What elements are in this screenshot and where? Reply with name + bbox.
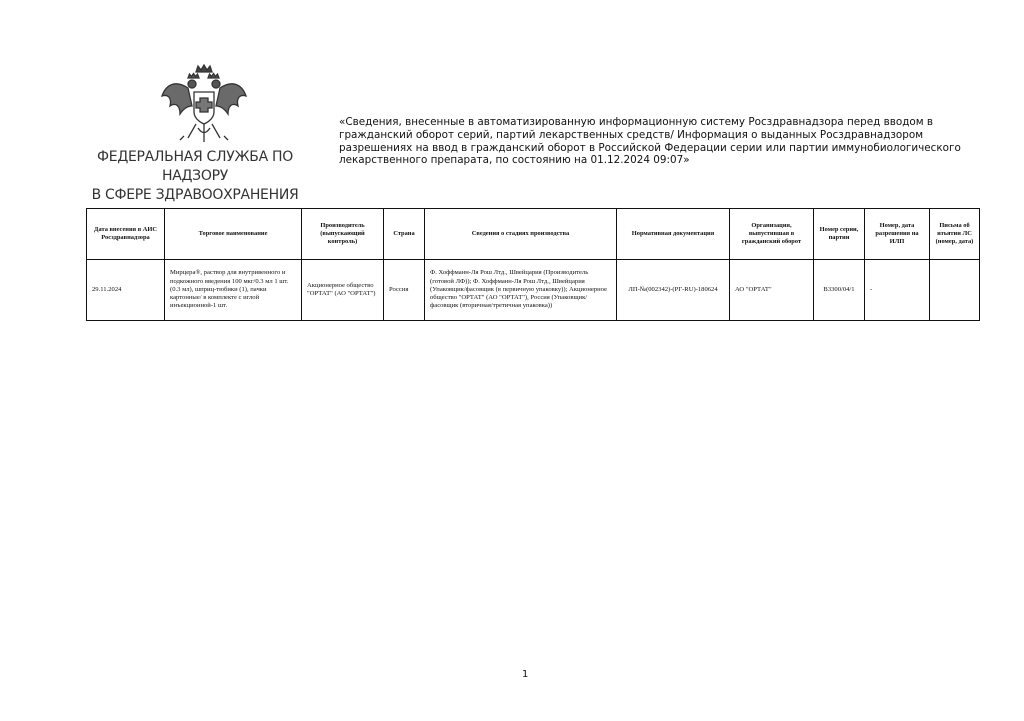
page-number: 1 xyxy=(522,669,529,680)
table-header-row xyxy=(87,209,980,260)
org-name xyxy=(82,148,308,205)
org-name-line1: ФЕДЕРАЛЬНАЯ СЛУЖБА ПО НАДЗОРУ xyxy=(97,149,293,184)
cell-date: 29.11.2024 xyxy=(87,260,165,321)
cell-country: Россия xyxy=(384,260,425,321)
column-header-manufacturer: Производитель (выпускающий контроль) xyxy=(302,209,384,260)
cell-organization: АО "ОРТАТ" xyxy=(730,260,814,321)
double-headed-eagle-emblem-icon xyxy=(158,62,250,148)
column-header-country: Страна xyxy=(384,209,425,260)
emblem xyxy=(158,62,250,148)
column-header-trade-name: Торговое наименование xyxy=(165,209,302,260)
column-header-batch: Номер серии, партии xyxy=(814,209,865,260)
cell-trade-name: Мирцера®, раствор для внутривенного и подкожного введения 100 мкг/0.3 мл 1 шт. (0.3 мл), шприц-тюбики (1), пачки картонные/ в комплекте с иглой инъекционной-1 шт. xyxy=(165,260,302,321)
org-name-line2: В СФЕРЕ ЗДРАВООХРАНЕНИЯ xyxy=(91,187,299,203)
cell-batch: B3300/04/1 xyxy=(814,260,865,321)
cell-manufacturer: Акционерное общество "ОРТАТ" (АО "ОРТАТ") xyxy=(302,260,384,321)
column-header-organization: Организация, выпустившая в гражданский оборот xyxy=(730,209,814,260)
column-header-stages: Сведения о стадиях производства xyxy=(425,209,617,260)
column-header-normative-doc: Нормативная документация xyxy=(617,209,730,260)
registry-table xyxy=(86,208,980,321)
column-header-withdrawal: Письма об изъятии ЛС (номер, дата) xyxy=(930,209,980,260)
cell-ilp-permit: - xyxy=(865,260,930,321)
column-header-date: Дата внесения в АИС Росздравнадзора xyxy=(87,209,165,260)
column-header-ilp-permit: Номер, дата разрешения на ИЛП xyxy=(865,209,930,260)
document-title: «Сведения, внесенные в автоматизированную информационную систему Росздравнадзора перед вводом в гражданский оборот серий, партий лекарственных средств/ Информация о выданных Росздравнадзором разрешениях на ввод в гражданский оборот в Российской Федерации серии или партии иммунобиологического лекарственного препарата, по состоянию на 01.12.2024 09:07» xyxy=(339,116,961,167)
cell-stages: Ф. Хоффманн-Ля Рош Лтд., Швейцария (Производитель (готовой ЛФ)); Ф. Хоффманн-Ля Рош Лтд., Швейцария (Упаковщик/фасовщик (в первичную упаковку)); Акционерное общество "ОРТАТ" (АО "ОРТАТ"), Россия (Упаковщик/фасовщик (вторичная/третичная упаковка)) xyxy=(425,260,617,321)
table-row xyxy=(87,260,980,321)
cell-withdrawal xyxy=(930,260,980,321)
cell-normative-doc: ЛП-№(002342)-(РГ-RU)-180624 xyxy=(617,260,730,321)
